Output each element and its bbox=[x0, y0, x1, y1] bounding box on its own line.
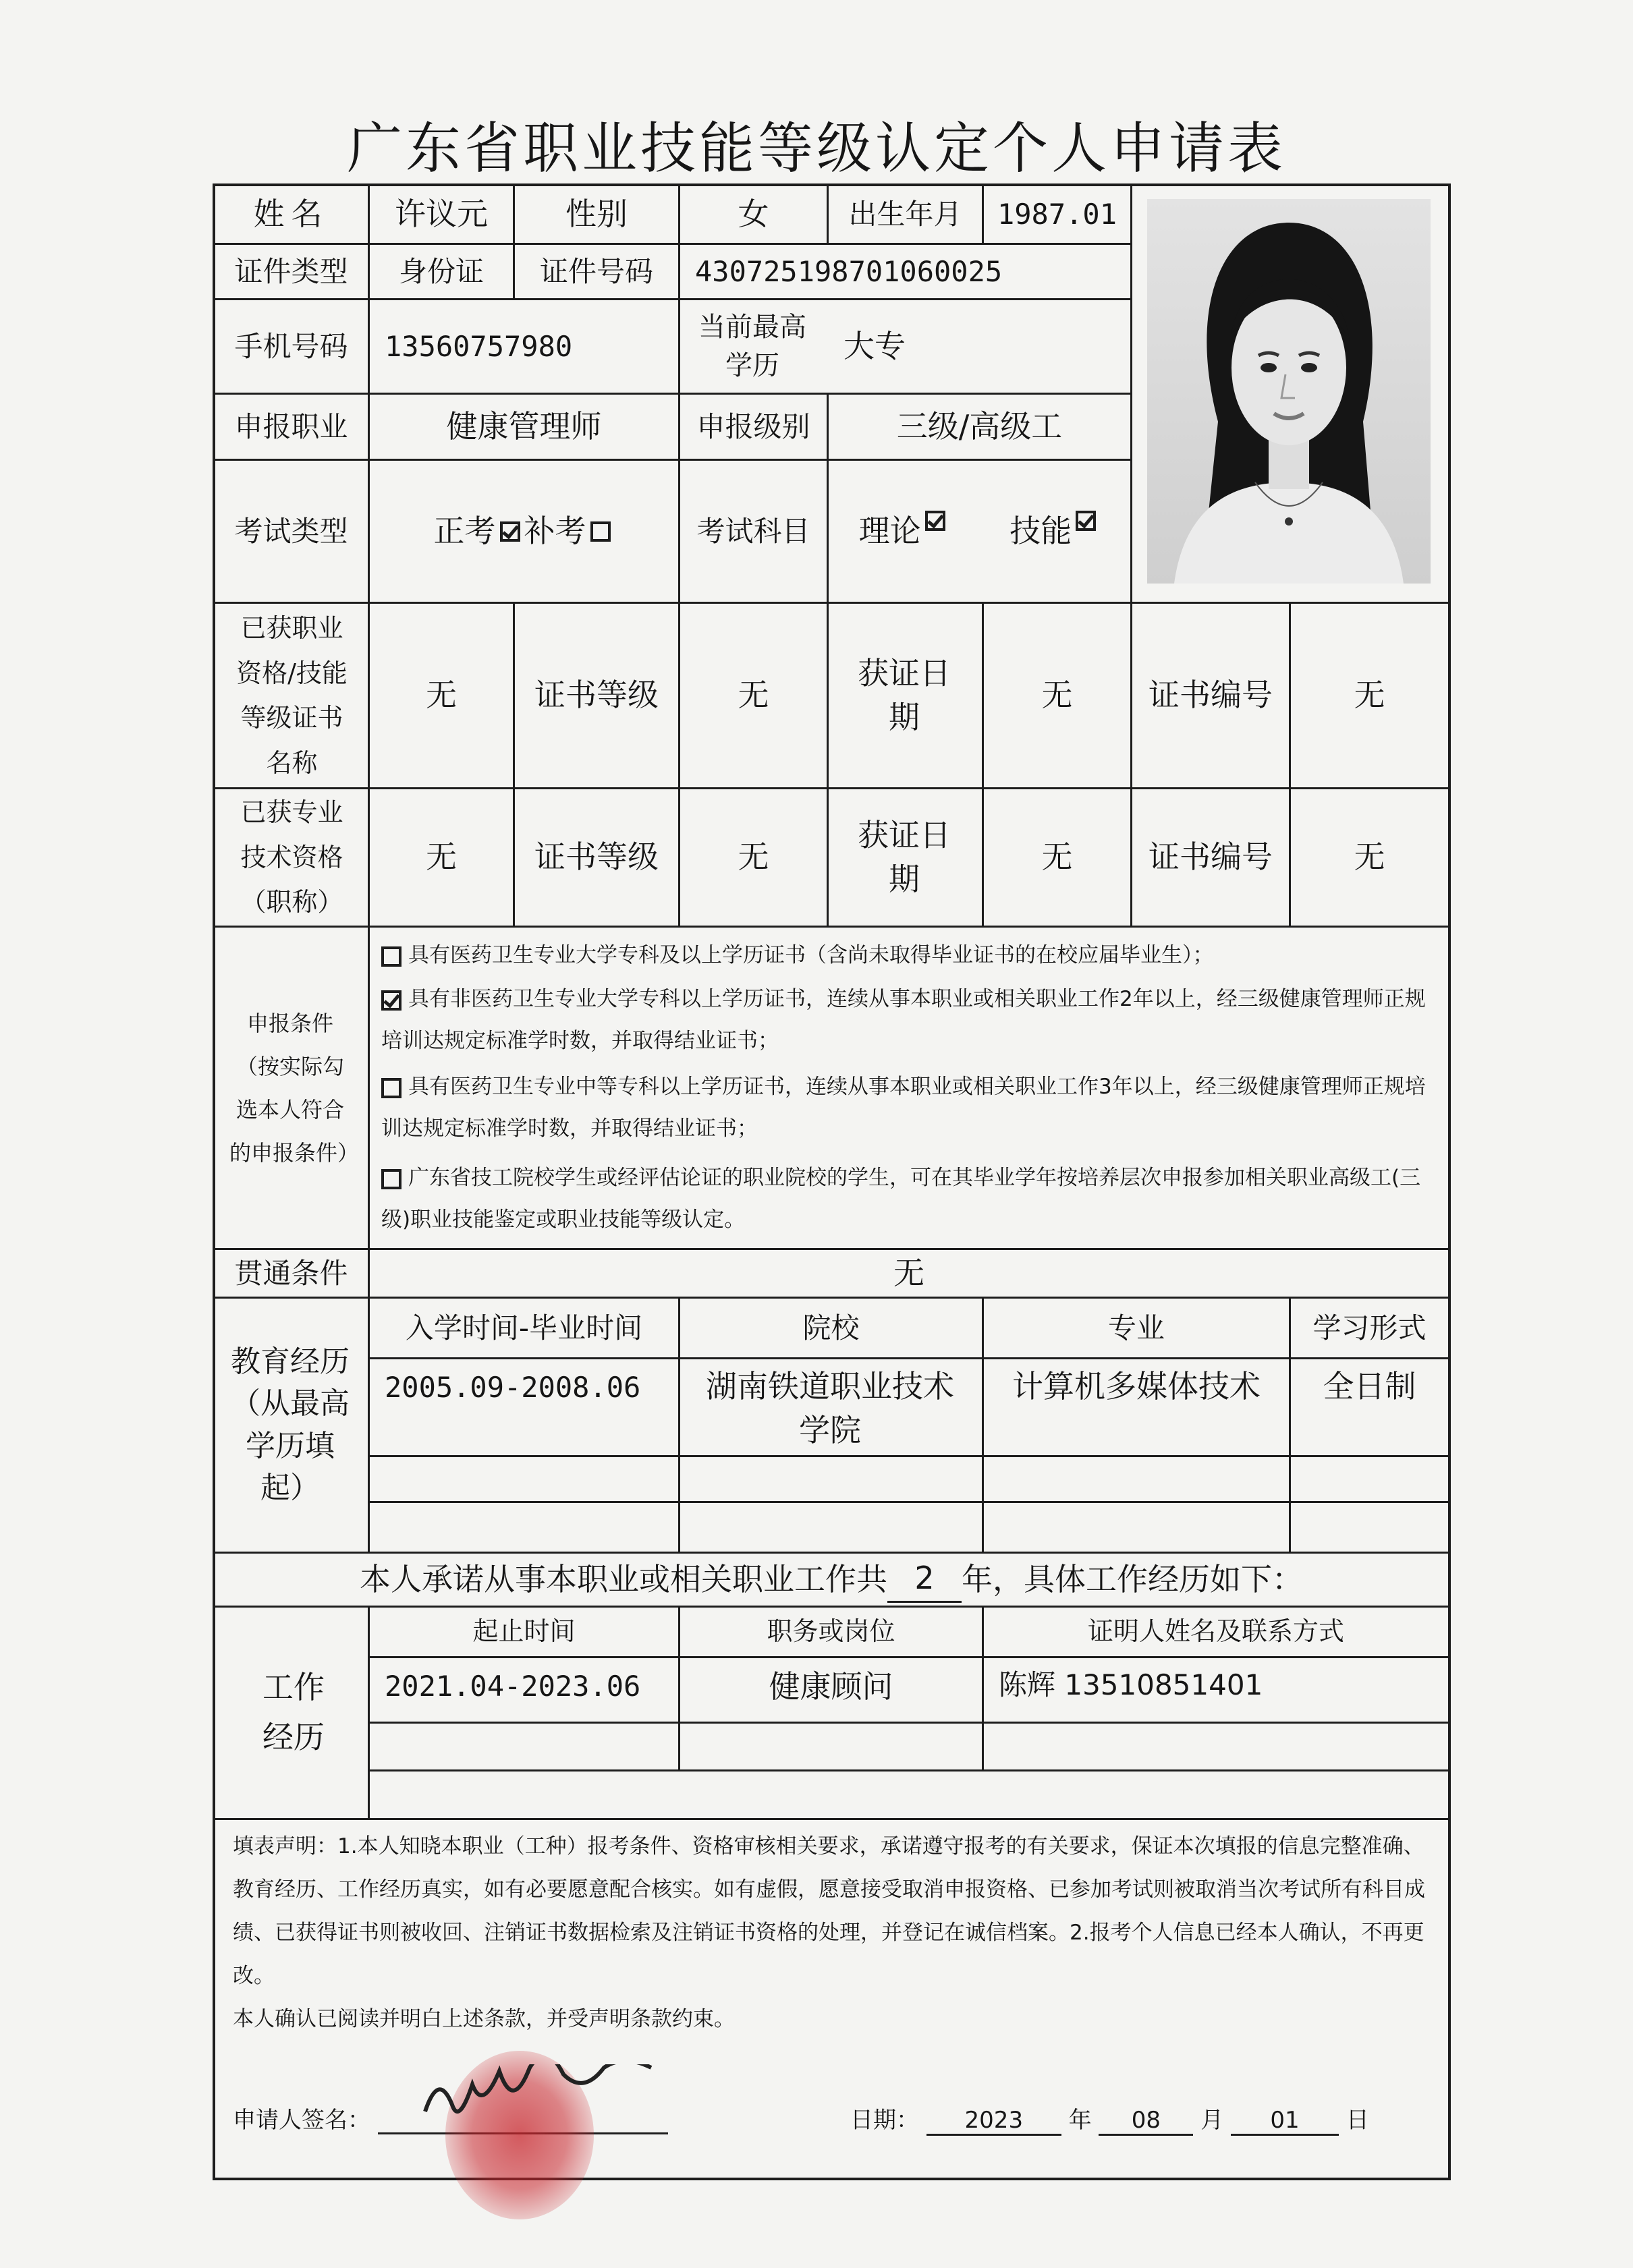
pledge-row: 本人承诺从事本职业或相关职业工作共 2 年，具体工作经历如下： bbox=[215, 1554, 1448, 1606]
condition-2: 具有非医药卫生专业大学专科以上学历证书，连续从事本职业或相关职业工作2年以上，经三级健康管理师正规培训达规定标准学时数，并取得结业证书； bbox=[381, 987, 1426, 1053]
work-row-witness: 陈辉 13510851401 bbox=[999, 1668, 1263, 1701]
exam-makeup-checkbox[interactable] bbox=[590, 521, 611, 542]
signature-label: 申请人签名： bbox=[233, 2107, 370, 2134]
exam-type-label: 考试类型 bbox=[234, 514, 348, 548]
cert1-no: 无 bbox=[1354, 677, 1385, 714]
phone-value: 13560757980 bbox=[385, 329, 573, 363]
edu-history-label: 教育经历（从最高学历填起） bbox=[231, 1344, 350, 1505]
declaration bbox=[233, 1825, 1437, 2041]
exam-regular-checkbox[interactable] bbox=[500, 521, 520, 542]
condition-4: 广东省技工院校学生或经评估论证的职业院校的学生，可在其毕业学年按培养层次申报参加相关职业高级工(三级)职业技能鉴定或职业技能等级认定。 bbox=[381, 1166, 1421, 1232]
cert1-name: 无 bbox=[426, 677, 457, 714]
work-col-post: 职务或岗位 bbox=[767, 1616, 895, 1647]
condition-1: 具有医药卫生专业大学专科及以上学历证书（含尚未取得毕业证书的在校应届毕业生）； bbox=[381, 934, 1434, 976]
declaration-text: 填表声明：1.本人知晓本职业（工种）报考条件、资格审核相关要求，承诺遵守报考的有关要求，保证本次填报的信息完整准确、教育经历、工作经历真实，如有必要愿意配合核实。如有虚假，愿意接受取消申报资格、已参加考试则被取消当次考试所有科目成绩、已获得证书则被收回、注销证书数据检索及注销证书资格的处理，并登记在诚信档案。2.报考个人信息已经本人确认，不再更改。 bbox=[233, 1834, 1425, 1988]
edu-label: 当前最高学历 bbox=[698, 311, 806, 381]
subject-skill-checkbox[interactable] bbox=[1076, 511, 1096, 531]
cert1-date: 无 bbox=[1041, 677, 1073, 714]
cert1-level: 无 bbox=[738, 677, 769, 714]
conditions-label: 申报条件（按实际勾选本人符合的申报条件） bbox=[229, 1010, 360, 1166]
job-value: 健康管理师 bbox=[446, 407, 602, 445]
cert2-name: 无 bbox=[426, 839, 457, 876]
edu-row-period: 2005.09-2008.06 bbox=[385, 1371, 641, 1404]
condition-2-checkbox[interactable] bbox=[381, 990, 402, 1011]
through-value: 无 bbox=[893, 1254, 924, 1291]
table-border-right bbox=[1448, 183, 1451, 2180]
applicant-photo bbox=[1147, 199, 1431, 584]
condition-3: 具有医药卫生专业中等专科以上学历证书，连续从事本职业或相关职业工作3年以上，经三级健康管理师正规培训达规定标准学时数，并取得结业证书； bbox=[381, 1075, 1426, 1141]
cert1-no-label: 证书编号 bbox=[1148, 677, 1273, 714]
condition-1-checkbox[interactable] bbox=[381, 946, 402, 967]
date-month[interactable]: 08 bbox=[1099, 2107, 1193, 2136]
work-col-period: 起止时间 bbox=[472, 1616, 576, 1647]
cert2-no-label: 证书编号 bbox=[1148, 839, 1273, 876]
edu-col-major: 专业 bbox=[1107, 1311, 1165, 1344]
cert1-level-label: 证书等级 bbox=[534, 677, 659, 714]
pledge-years: 2 bbox=[887, 1556, 962, 1602]
cert1-label: 已获职业资格/技能等级证书名称 bbox=[236, 613, 348, 778]
subject-theory-label: 理论 bbox=[858, 512, 921, 549]
birth-value: 1987.01 bbox=[997, 197, 1117, 231]
id-no-value: 430725198701060025 bbox=[695, 254, 1003, 288]
form-title: 广东省职业技能等级认定个人申请表 bbox=[346, 117, 1286, 181]
table-border-bottom bbox=[213, 2178, 1451, 2180]
birth-label: 出生年月 bbox=[848, 197, 962, 231]
level-label: 申报级别 bbox=[696, 409, 810, 443]
job-label: 申报职业 bbox=[234, 409, 348, 443]
gender-label: 性别 bbox=[565, 195, 628, 232]
subject-skill-label: 技能 bbox=[1009, 512, 1072, 549]
name-value: 许议元 bbox=[395, 195, 488, 232]
id-type-label: 证件类型 bbox=[234, 254, 348, 288]
through-label: 贯通条件 bbox=[234, 1256, 348, 1290]
exam-makeup-label: 补考 bbox=[524, 512, 586, 549]
id-no-label: 证件号码 bbox=[539, 254, 653, 288]
condition-4-checkbox[interactable] bbox=[381, 1169, 402, 1189]
edu-row-major: 计算机多媒体技术 bbox=[1012, 1368, 1261, 1405]
work-row-post: 健康顾问 bbox=[769, 1668, 893, 1705]
work-row-period: 2021.04-2023.06 bbox=[385, 1670, 641, 1703]
cert2-label: 已获专业技术资格（职称） bbox=[240, 797, 343, 917]
edu-row-school: 湖南铁道职业技术学院 bbox=[706, 1368, 954, 1449]
cert2-date-label: 获证日期 bbox=[858, 816, 951, 897]
phone-label: 手机号码 bbox=[234, 329, 348, 363]
date-day[interactable]: 01 bbox=[1231, 2107, 1339, 2136]
id-type-value: 身份证 bbox=[398, 254, 484, 288]
cert2-date: 无 bbox=[1041, 839, 1073, 876]
work-col-witness: 证明人姓名及联系方式 bbox=[1087, 1616, 1344, 1647]
cert1-date-label: 获证日期 bbox=[858, 654, 951, 735]
edu-col-period: 入学时间-毕业时间 bbox=[405, 1311, 643, 1344]
date-label: 日期： bbox=[850, 2107, 919, 2134]
date-row: 日期： 2023 年 08 月 01 日 bbox=[850, 2101, 1369, 2136]
work-label: 工作经历 bbox=[262, 1669, 325, 1755]
date-year[interactable]: 2023 bbox=[926, 2107, 1061, 2136]
signature-scribble bbox=[418, 2064, 688, 2138]
exam-regular-label: 正考 bbox=[433, 512, 496, 549]
cert2-level: 无 bbox=[738, 839, 769, 876]
edu-row-mode: 全日制 bbox=[1323, 1368, 1416, 1405]
condition-3-checkbox[interactable] bbox=[381, 1078, 402, 1098]
level-value: 三级/高级工 bbox=[896, 407, 1063, 445]
gender-value: 女 bbox=[738, 195, 769, 232]
cert2-no: 无 bbox=[1354, 839, 1385, 876]
edu-col-mode: 学习形式 bbox=[1312, 1311, 1427, 1344]
exam-subject-label: 考试科目 bbox=[696, 514, 810, 548]
edu-value: 大专 bbox=[843, 327, 906, 364]
edu-col-school: 院校 bbox=[802, 1311, 860, 1344]
confirm-text: 本人确认已阅读并明白上述条款，并受声明条款约束。 bbox=[233, 2007, 735, 2031]
exam-type-options bbox=[370, 461, 678, 602]
exam-subject-options bbox=[829, 461, 1130, 602]
subject-theory-checkbox[interactable] bbox=[925, 511, 945, 531]
cert2-level-label: 证书等级 bbox=[534, 839, 659, 876]
name-label: 姓名 bbox=[253, 195, 329, 232]
